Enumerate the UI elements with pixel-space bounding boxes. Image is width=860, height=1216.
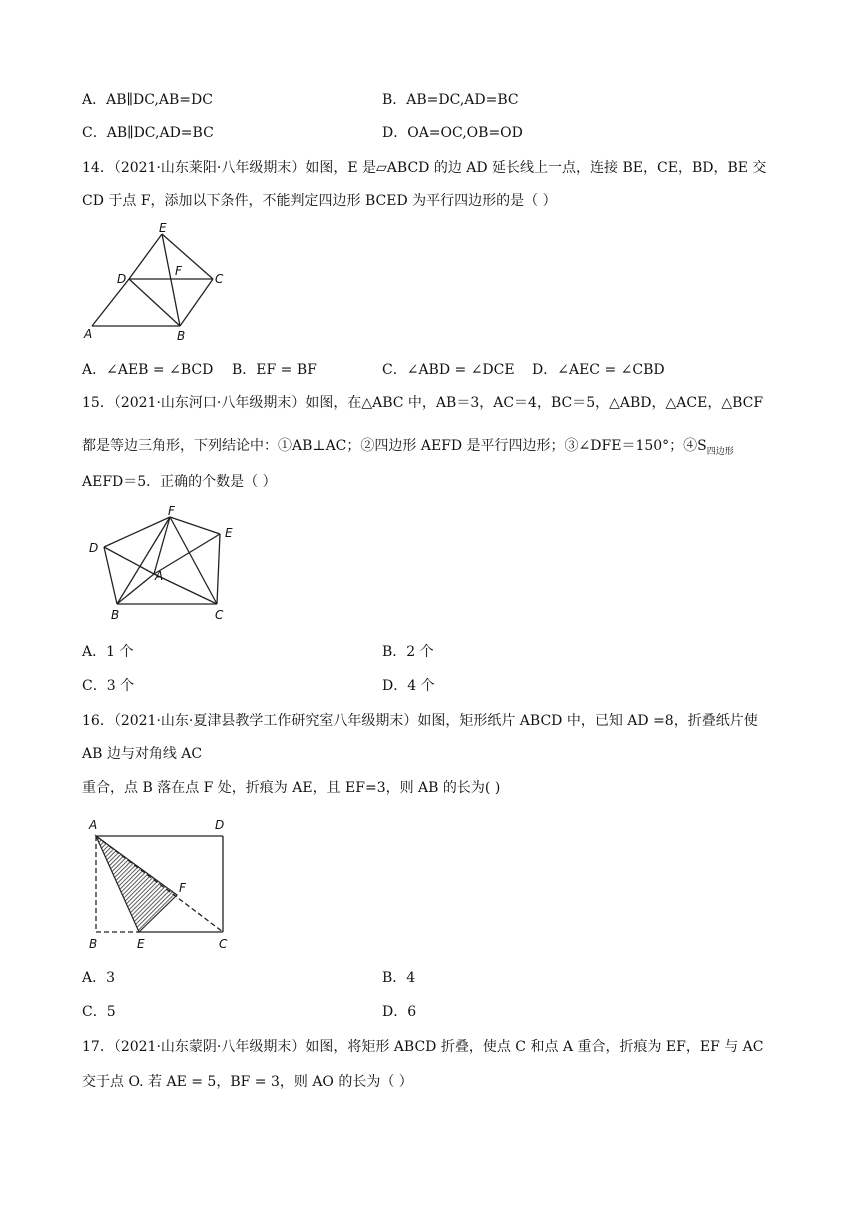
q15-label-f: F	[168, 504, 175, 518]
q14-label-b: B	[177, 329, 186, 343]
q16-stem-line1: 16．（2021·山东·夏津县教学工作研究室八年级期末）如图，矩形纸片 ABCD 中，已知 AD =8，折叠纸片使	[82, 713, 758, 729]
q15-option-a: A．1 个	[82, 644, 134, 660]
q14-option-a: A．∠AEB = ∠BCD	[82, 362, 214, 378]
q15-figure	[82, 502, 252, 627]
q16-label-a: A	[89, 818, 98, 832]
q16-stem-line3: 重合，点 B 落在点 F 处，折痕为 AE，且 EF=3，则 AB 的长为( )	[82, 780, 501, 796]
q15-stem-line3: AEFD＝5．正确的个数是（ ）	[82, 474, 277, 490]
q15-stem-subscript: 四边形	[706, 447, 734, 457]
q15-stem-line2-text: 都是等边三角形，下列结论中：①AB⊥AC；②四边形 AEFD 是平行四边形；③∠DFE＝150°；④S	[82, 438, 707, 454]
q17-stem-line2: 交于点 O. 若 AE = 5，BF = 3，则 AO 的长为（ ）	[82, 1074, 413, 1090]
q16-label-c: C	[219, 937, 228, 951]
q15-label-c: C	[215, 608, 224, 622]
q15-option-b: B．2 个	[382, 644, 434, 660]
q14-option-c: C．∠ABD = ∠DCE	[382, 362, 515, 378]
q15-label-b: B	[111, 608, 120, 622]
q15-option-c: C．3 个	[82, 678, 135, 694]
q15-label-e: E	[225, 526, 233, 540]
q13-option-b: B．AB=DC,AD=BC	[382, 92, 519, 108]
q14-label-c: C	[215, 272, 224, 286]
q16-stem-line2: AB 边与对角线 AC	[82, 746, 203, 762]
q13-option-a: A．AB∥DC,AB=DC	[82, 92, 213, 108]
q16-label-f: F	[179, 881, 186, 895]
q15-stem-line2	[82, 437, 734, 457]
q15-label-a: A	[155, 569, 164, 583]
q16-label-d: D	[215, 818, 225, 832]
q15-option-d: D．4 个	[382, 678, 435, 694]
q14-figure	[82, 220, 242, 345]
q16-option-a: A．3	[82, 970, 116, 986]
q14-option-d: D．∠AEC = ∠CBD	[532, 362, 665, 378]
q16-label-e: E	[137, 937, 145, 951]
q14-label-a: A	[84, 327, 93, 341]
q14-stem-line2: CD 于点 F，添加以下条件，不能判定四边形 BCED 为平行四边形的是（ ）	[82, 193, 557, 209]
q16-option-d: D．6	[382, 1004, 417, 1020]
q14-label-d: D	[117, 272, 127, 286]
q14-label-f: F	[175, 264, 182, 278]
q14-stem-line1: 14．（2021·山东莱阳·八年级期末）如图，E 是▱ABCD 的边 AD 延长线上一点，连接 BE，CE，BD，BE 交	[82, 160, 767, 176]
q15-label-d: D	[89, 541, 99, 555]
q15-stem-line1: 15．（2021·山东河口·八年级期末）如图，在△ABC 中，AB＝3，AC＝4，BC＝5，△ABD，△ACE，△BCF	[82, 395, 764, 411]
q16-option-c: C．5	[82, 1004, 116, 1020]
q14-label-e: E	[159, 221, 167, 235]
q13-option-d: D．OA=OC,OB=OD	[382, 125, 523, 141]
q16-option-b: B．4	[382, 970, 416, 986]
q17-stem-line1: 17．（2021·山东蒙阴·八年级期末）如图，将矩形 ABCD 折叠，使点 C 和点 A 重合，折痕为 EF，EF 与 AC	[82, 1039, 764, 1055]
q13-option-c: C．AB∥DC,AD=BC	[82, 125, 214, 141]
q14-option-b: B．EF = BF	[232, 362, 317, 378]
q16-figure	[82, 812, 242, 954]
q16-label-b: B	[89, 937, 98, 951]
